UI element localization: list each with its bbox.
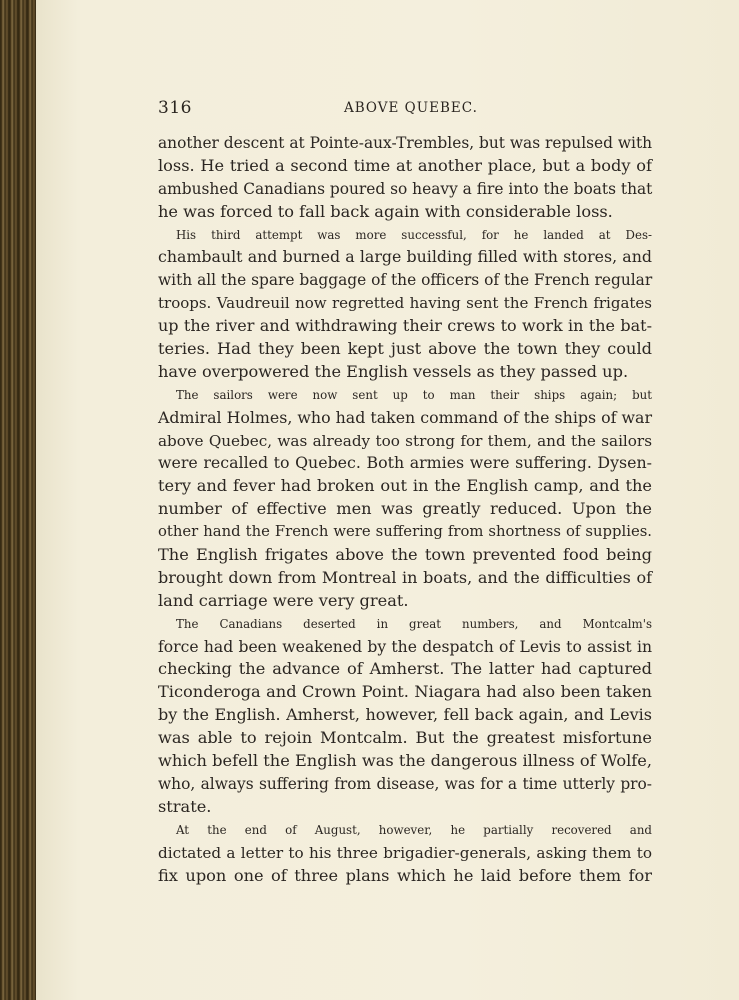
text-line: he was forced to fall back again with considerable loss. bbox=[158, 201, 613, 221]
body-text bbox=[158, 132, 652, 887]
text-line: above Quebec, was already too strong for them, and the sailors bbox=[158, 431, 652, 450]
text-line: land carriage were very great. bbox=[158, 590, 409, 610]
text-line: brought down from Montreal in boats, and the difficulties of bbox=[158, 567, 652, 587]
text-line: checking the advance of Amherst. The latter had captured bbox=[158, 659, 652, 679]
text-line: troops. Vaudreuil now regretted having sent the French frigates bbox=[158, 294, 652, 313]
text-line: were recalled to Quebec. Both armies were suffering. Dysen- bbox=[158, 453, 652, 473]
text-line: have overpowered the English vessels as they passed up. bbox=[158, 361, 629, 381]
text-line: force had been weakened by the despatch of Levis to assist in bbox=[158, 637, 652, 656]
text-line: with all the spare baggage of the officers of the French regular bbox=[158, 271, 653, 290]
text-line: up the river and withdrawing their crews to work in the bat- bbox=[158, 316, 652, 336]
text-line: At the end of August, however, he partially recovered and bbox=[176, 822, 652, 837]
text-line: The English frigates above the town prevented food being bbox=[158, 545, 652, 565]
text-line: ambushed Canadians poured so heavy a fire into the boats that bbox=[158, 179, 653, 198]
text-line: His third attempt was more successful, for he landed at Des- bbox=[176, 227, 652, 242]
page-header bbox=[158, 98, 652, 122]
text-line: other hand the French were suffering from shortness of supplies. bbox=[158, 523, 652, 541]
text-line: which befell the English was the dangerous illness of Wolfe, bbox=[158, 751, 652, 771]
text-line: Ticonderoga and Crown Point. Niagara had also been taken bbox=[158, 682, 652, 702]
text-line: by the English. Amherst, however, fell back again, and Levis bbox=[158, 705, 652, 725]
text-line: loss. He tried a second time at another place, but a body of bbox=[158, 155, 652, 175]
text-line: The sailors were now sent up to man their ships again; but bbox=[176, 387, 652, 402]
text-line: tery and fever had broken out in the English camp, and the bbox=[158, 476, 652, 496]
text-line: teries. Had they been kept just above the town they could bbox=[158, 339, 652, 359]
running-head: ABOVE QUEBEC. bbox=[344, 100, 478, 116]
text-line: dictated a letter to his three brigadier-generals, asking them to bbox=[158, 843, 652, 862]
text-line: who, always suffering from disease, was for a time utterly pro- bbox=[158, 774, 652, 793]
text-line: Admiral Holmes, who had taken command of the ships of war bbox=[158, 407, 652, 427]
text-line: chambault and burned a large building filled with stores, and bbox=[158, 247, 652, 267]
text-line: number of effective men was greatly reduced. Upon the bbox=[158, 499, 652, 519]
text-line: strate. bbox=[158, 796, 212, 816]
text-line: was able to rejoin Montcalm. But the greatest misfortune bbox=[158, 728, 652, 748]
text-line: fix upon one of three plans which he laid before them for bbox=[158, 865, 652, 885]
text-line: another descent at Pointe-aux-Trembles, but was repulsed with bbox=[158, 134, 653, 152]
text-line: The Canadians deserted in great numbers, and Montcalm's bbox=[176, 616, 652, 631]
book-binding bbox=[0, 0, 36, 1000]
page-number: 316 bbox=[158, 98, 192, 118]
